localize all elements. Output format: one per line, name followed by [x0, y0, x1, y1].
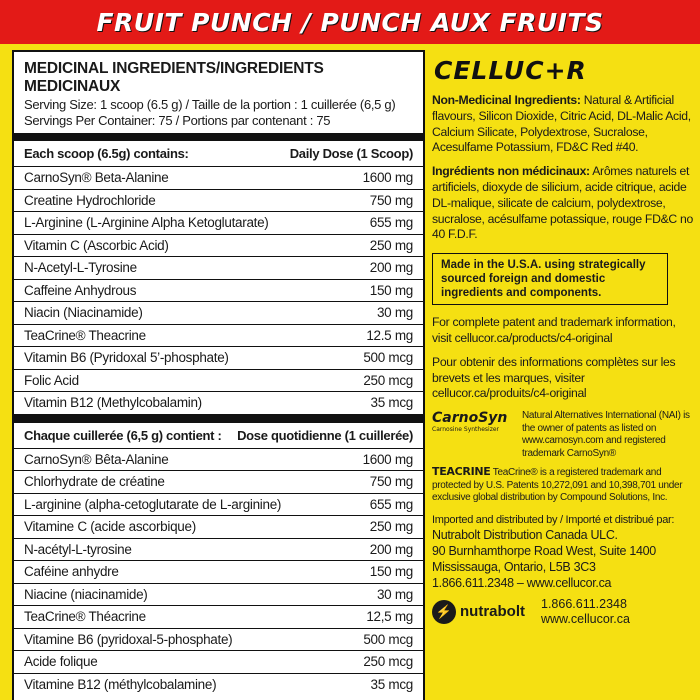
ingredient-name: Caféine anhydre: [24, 564, 119, 580]
divider-thick: [14, 133, 423, 141]
ingredient-amount: 250 mcg: [363, 372, 413, 388]
ingredient-amount: 12,5 mg: [366, 609, 413, 625]
ingredient-row: [14, 516, 423, 539]
ingredient-amount: 150 mg: [369, 564, 413, 580]
ingredient-name: Vitamine B12 (méthylcobalamine): [24, 677, 217, 693]
ingredient-amount: 1600 mg: [362, 170, 413, 186]
ingredient-amount: 500 mcg: [363, 631, 413, 647]
ingredient-amount: 30 mg: [376, 586, 413, 602]
ingredient-amount: 150 mg: [369, 282, 413, 298]
nmi-fr-text: Arômes naturels et artificiels, dioxyde de silicium, acide citrique, acide DL-malique, silicate de calcium, polydextrose, sucralose, acésulfame potassique, rouge FD&C no 40 F.D.F.: [432, 164, 693, 242]
ingredient-amount: 500 mcg: [363, 350, 413, 366]
ingredient-row: [14, 280, 423, 303]
ingredient-name: Vitamin B6 (Pyridoxal 5’-phosphate): [24, 350, 229, 366]
importer-address-1: 90 Burnhamthorpe Road West, Suite 1400: [432, 543, 656, 558]
nmi-fr-label: Ingrédients non médicinaux:: [432, 164, 590, 179]
nmi-fr: [432, 164, 694, 243]
ingredient-name: CarnoSyn® Beta-Alanine: [24, 170, 169, 186]
ingredient-row: [14, 606, 423, 629]
header-left-en: Each scoop (6.5g) contains:: [24, 146, 189, 161]
ingredient-name: Vitamin B12 (Methylcobalamin): [24, 395, 202, 411]
ingredient-amount: 200 mg: [369, 541, 413, 557]
ingredient-row: [14, 235, 423, 258]
servings-per-container: Servings Per Container: 75 / Portions par contenant : 75: [24, 113, 331, 128]
nmi-en-text: Natural & Artificial flavours, Silicon Dioxide, Citric Acid, DL-Malic Acid, Calcium Silicate, Polydextrose, Sucralose, Acesulfame Potassium, FD&C Red #40.: [432, 93, 691, 155]
flavor-title: FRUIT PUNCH / PUNCH AUX FRUITS: [96, 7, 604, 37]
ingredient-name: Vitamin C (Ascorbic Acid): [24, 237, 169, 253]
nmi-en: [432, 93, 694, 156]
divider-thick: [14, 415, 423, 423]
nutrabolt-logo: nutrabolt: [460, 603, 525, 621]
ingredient-amount: 35 mcg: [370, 677, 413, 693]
teacrine-block: [432, 466, 694, 505]
ingredient-row: [14, 561, 423, 584]
ingredient-row: [14, 190, 423, 213]
ingredient-row: [14, 674, 423, 697]
ingredient-row: [14, 302, 423, 325]
ingredient-list-en: [14, 167, 423, 415]
nutrabolt-phone: 1.866.611.2348: [541, 596, 627, 611]
nutrabolt-contact: [541, 597, 630, 627]
ingredient-name: TeaCrine® Théacrine: [24, 609, 146, 625]
medicinal-ingredients-panel: [12, 50, 425, 700]
ingredient-row: [14, 539, 423, 562]
ingredient-name: Niacine (niacinamide): [24, 586, 148, 602]
ingredient-row: [14, 449, 423, 472]
patent-en: For complete patent and trademark information, visit cellucor.ca/products/c4-original: [432, 315, 676, 345]
nutrabolt-bolt-icon: ⚡: [432, 600, 456, 624]
nutrabolt-web: www.cellucor.ca: [541, 611, 630, 626]
ingredient-name: Vitamine B6 (pyridoxal-5-phosphate): [24, 631, 233, 647]
importer-contact: 1.866.611.2348 – www.cellucor.ca: [432, 575, 612, 590]
ingredient-amount: 655 mg: [369, 215, 413, 231]
carnosyn-logo-text: CarnoSyn: [432, 410, 508, 427]
ingredient-row: [14, 212, 423, 235]
ingredient-name: Niacin (Niacinamide): [24, 305, 143, 321]
ingredient-name: Caffeine Anhydrous: [24, 282, 137, 298]
importer-name: Nutrabolt Distribution Canada ULC.: [432, 527, 618, 542]
header-left-fr: Chaque cuillerée (6,5 g) contient :: [24, 427, 222, 443]
teacrine-logo: TEACRINE: [432, 465, 491, 479]
ingredient-name: Chlorhydrate de créatine: [24, 474, 165, 490]
made-in-box: Made in the U.S.A. using strategically sourced foreign and domestic ingredients and components.: [432, 253, 668, 305]
ingredient-amount: 1600 mg: [362, 451, 413, 467]
ingredient-name: TeaCrine® Theacrine: [24, 327, 146, 343]
header-right-fr: Dose quotidienne (1 cuillerée): [237, 427, 413, 443]
ingredient-row: [14, 392, 423, 415]
ingredient-amount: 250 mg: [369, 519, 413, 535]
ingredient-row: [14, 167, 423, 190]
ingredient-amount: 30 mg: [376, 305, 413, 321]
ingredient-list-fr: [14, 449, 423, 697]
info-column: [432, 50, 694, 700]
header-right-en: Daily Dose (1 Scoop): [289, 146, 413, 161]
ingredient-name: Folic Acid: [24, 372, 79, 388]
ingredient-amount: 250 mcg: [363, 654, 413, 670]
ingredient-name: N-acétyl-L-tyrosine: [24, 541, 132, 557]
ingredient-row: [14, 347, 423, 370]
ingredient-row: [14, 325, 423, 348]
table-header-en: [14, 141, 423, 167]
ingredient-amount: 750 mg: [369, 474, 413, 490]
teacrine-text: TeaCrine® is a registered trademark and protected by U.S. Patents 10,272,091 and 10,398,701 under exclusive global distribution by Compound Solutions, Inc.: [432, 467, 683, 504]
ingredient-name: N-Acetyl-L-Tyrosine: [24, 260, 137, 276]
serving-size: Serving Size: 1 scoop (6.5 g) / Taille de la portion : 1 cuillerée (6,5 g): [24, 97, 396, 112]
ingredient-amount: 35 mcg: [370, 395, 413, 411]
carnosyn-text: Natural Alternatives International (NAI) is the owner of patents as listed on www.carnosyn.com and registered trademark CarnoSyn®: [522, 410, 690, 459]
ingredient-amount: 12.5 mg: [366, 327, 413, 343]
ingredient-name: L-Arginine (L-Arginine Alpha Ketoglutarate): [24, 215, 269, 231]
carnosyn-logo-sub: Carnosine Synthesizer: [432, 426, 500, 434]
ingredient-name: Vitamine C (acide ascorbique): [24, 519, 196, 535]
importer-address-2: Mississauga, Ontario, L5B 3C3: [432, 559, 596, 574]
importer-block: [432, 513, 694, 591]
patent-fr: Pour obtenir des informations complètes sur les brevets et les marques, visiter cellucor.ca/produits/c4-original: [432, 354, 676, 401]
ingredient-amount: 200 mg: [369, 260, 413, 276]
ingredient-amount: 750 mg: [369, 192, 413, 208]
ingredient-row: [14, 494, 423, 517]
carnosyn-block: [432, 410, 694, 460]
ingredient-amount: 655 mg: [369, 496, 413, 512]
ingredient-row: [14, 370, 423, 393]
nmi-en-label: Non-Medicinal Ingredients:: [432, 93, 581, 107]
flavor-banner: [0, 0, 700, 44]
ingredient-row: [14, 629, 423, 652]
ingredient-row: [14, 651, 423, 674]
table-header-fr: [14, 423, 423, 449]
ingredient-name: Acide folique: [24, 654, 98, 670]
ingredient-name: L-arginine (alpha-cetoglutarate de L-arginine): [24, 496, 282, 512]
ingredient-row: [14, 584, 423, 607]
ingredient-row: [14, 257, 423, 280]
ingredient-amount: 250 mg: [369, 237, 413, 253]
importer-intro: Imported and distributed by / Importé et distribué par:: [432, 513, 675, 526]
ingredient-name: Creatine Hydrochloride: [24, 192, 156, 208]
nutrabolt-footer: [432, 597, 694, 627]
ingredient-row: [14, 471, 423, 494]
carnosyn-logo: [432, 410, 516, 433]
brand-logo: CELLUC+R: [434, 56, 587, 85]
panel-title: MEDICINAL INGREDIENTS/INGREDIENTS MEDICINAUX: [24, 60, 324, 95]
ingredient-name: CarnoSyn® Bêta-Alanine: [24, 451, 169, 467]
